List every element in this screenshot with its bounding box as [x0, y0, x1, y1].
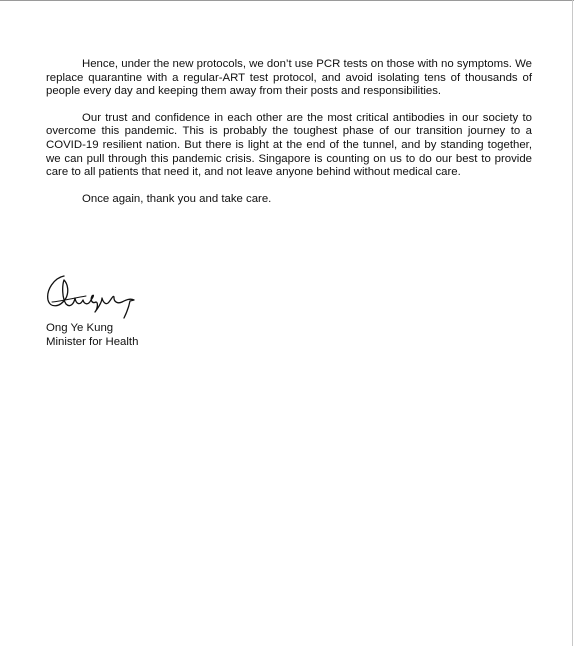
signer-title: Minister for Health — [46, 335, 139, 348]
page-right-border — [572, 0, 573, 646]
page-top-border — [0, 0, 574, 1]
closing-line: Once again, thank you and take care. — [82, 192, 272, 205]
paragraph-trust: Our trust and confidence in each other are the most critical antibodies in our society to overcome this pandemic. This is probably the toughest phase of our transition journey to a COVID-19 resilient nation. But there is light at the end of the tunnel, and by standing together, we can pull through this pandemic crisis. Singapore is counting on us to do our best to provide care to all patients that need it, and not leave anyone behind without medical care. — [46, 111, 532, 179]
letter-body — [46, 58, 532, 206]
handwritten-signature — [42, 268, 142, 320]
signature-block — [46, 322, 138, 349]
signer-name: Ong Ye Kung — [46, 322, 114, 334]
paragraph-protocols: Hence, under the new protocols, we don’t use PCR tests on those with no symptoms. We replace quarantine with a regular-ART test protocol, and avoid isolating tens of thousands of people every day and keeping them away from their posts and responsibilities. — [46, 58, 532, 98]
